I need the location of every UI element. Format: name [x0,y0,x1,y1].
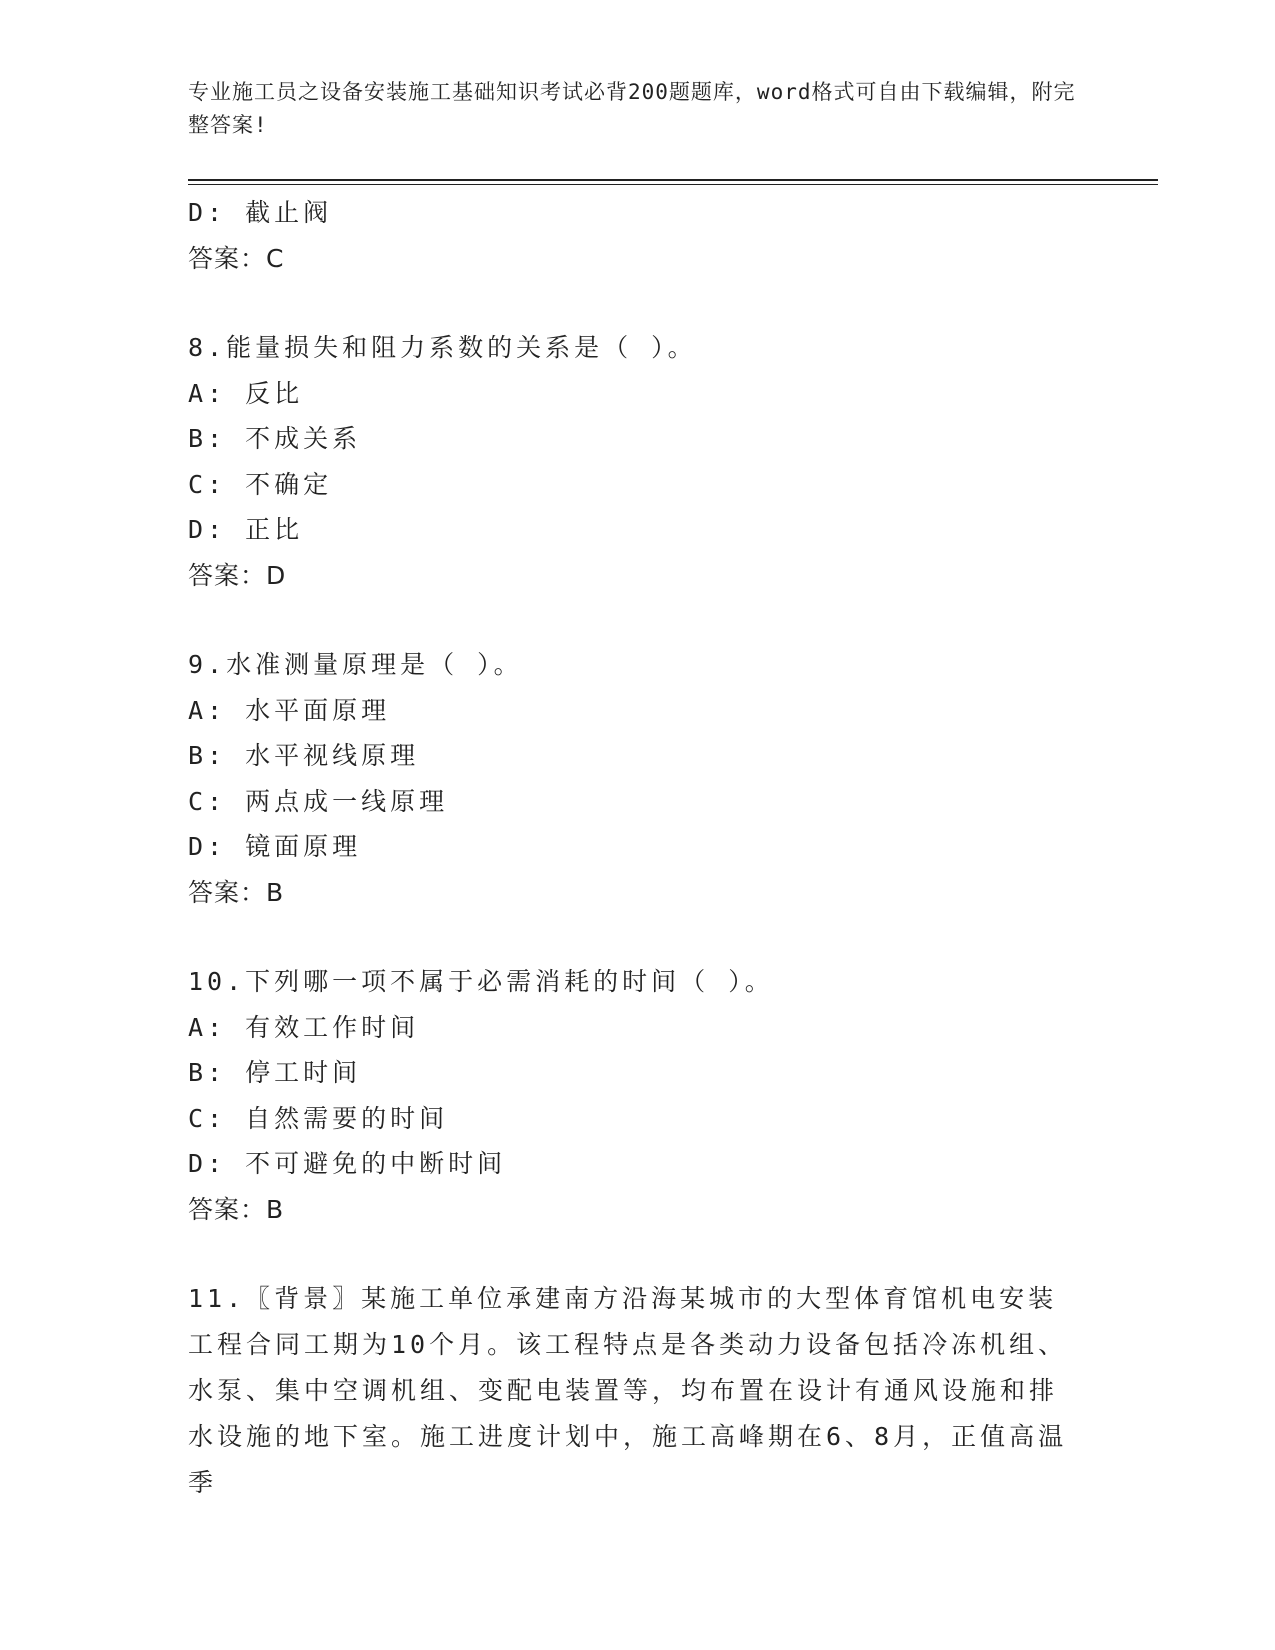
document-body [188,190,1088,1506]
answer: 答案：D [188,560,287,590]
option-b: B: 不成关系 [188,424,362,453]
option-a: A: 水平面原理 [188,695,391,725]
header-divider [188,179,1158,185]
option-d: D: 不可避免的中断时间 [188,1149,507,1178]
option-b: B: 水平视线原理 [188,741,420,770]
option-c: C: 自然需要的时间 [188,1103,449,1133]
question-stem: 8.能量损失和阻力系数的关系是（ ）。 [188,333,697,362]
prev-answer: 答案：C [188,243,285,273]
option-d: D: 镜面原理 [188,832,362,861]
question-11-background: 11.〖背景〗某施工单位承建南方沿海某城市的大型体育馆机电安装工程合同工期为10个月。该工程特点是各类动力设备包括冷冻机组、水泵、集中空调机组、变配电装置等，均布置在设计有通风设施和排水设施的地下室。施工进度计划中，施工高峰期在6、8月，正值高温季 [188,1284,1068,1497]
option-c: C: 两点成一线原理 [188,786,449,816]
question-10 [188,959,1088,1232]
spacer [188,598,1088,642]
question-stem: 9.水准测量原理是（ ）。 [188,650,523,679]
document-header: 专业施工员之设备安装施工基础知识考试必背200题题库，word格式可自由下载编辑，附完整答案! [188,80,1076,137]
spacer [188,281,1088,325]
question-8 [188,325,1088,598]
answer: 答案：B [188,877,285,907]
option-c: C: 不确定 [188,469,333,499]
option-a: A: 反比 [188,378,304,408]
spacer [188,915,1088,959]
option-a: A: 有效工作时间 [188,1012,420,1042]
answer: 答案：B [188,1194,285,1224]
question-stem: 10.下列哪一项不属于必需消耗的时间（ ）。 [188,967,774,996]
question-9 [188,642,1088,915]
option-b: B: 停工时间 [188,1058,362,1087]
option-d: D: 正比 [188,515,304,544]
spacer [188,1232,1088,1276]
prev-option-d: D: 截止阀 [188,198,333,227]
